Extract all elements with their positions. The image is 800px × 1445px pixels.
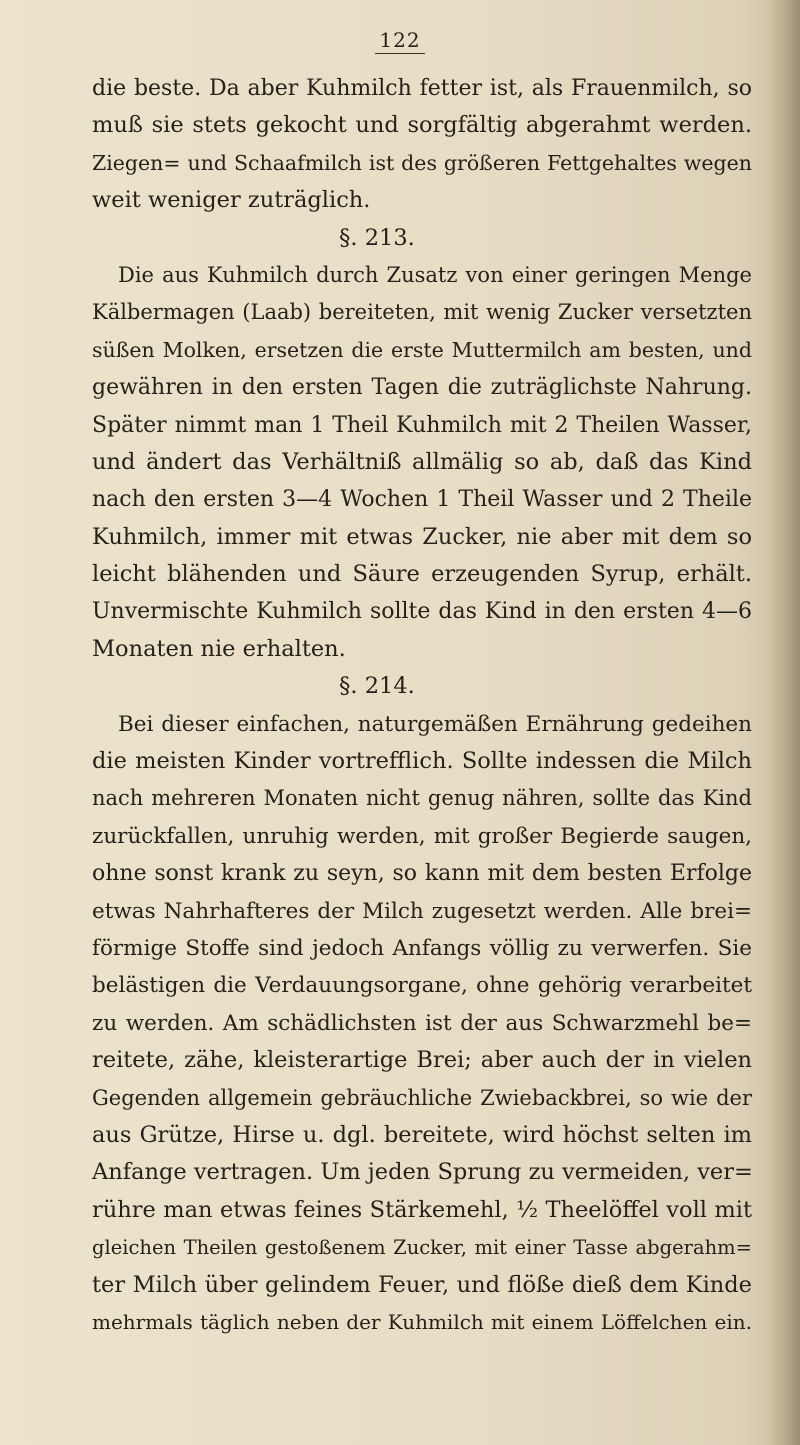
body-text [92,70,752,1341]
text-line: rühre man etwas feines Stärkemehl, ½ Theelöffel voll mit [92,1196,752,1223]
text-line: gewähren in den ersten Tagen die zuträglichste Nahrung. [92,375,752,401]
text-line: die beste. Da aber Kuhmilch fetter ist, als Frauenmilch, so [92,76,752,101]
text-line: etwas Nahrhafteres der Milch zugesetzt werden. Alle brei= [92,898,752,924]
page-number-text: 122 [375,28,424,54]
text-line: nach mehreren Monaten nicht genug nähren, sollte das Kind [92,786,752,811]
text-line: gleichen Theilen gestoßenem Zucker, mit einer Tasse abgerahm= [92,1236,752,1260]
text-line: Ziegen= und Schaafmilch ist des größeren Fettgehaltes wegen [92,150,752,175]
text-line: ter Milch über gelindem Feuer, und flöße dieß dem Kinde [92,1271,752,1298]
page-number [0,28,800,54]
text-line: zu werden. Am schädlichsten ist der aus Schwarzmehl be= [92,1010,752,1036]
text-line: nach den ersten 3—4 Wochen 1 Theil Wasser und 2 Theile [92,487,752,513]
text-line: förmige Stoffe sind jedoch Anfangs völlig zu verwerfen. Sie [92,935,752,961]
text-line: Später nimmt man 1 Theil Kuhmilch mit 2 Theilen Wasser, [92,412,752,438]
text-line: aus Grütze, Hirse u. dgl. bereitete, wird höchst selten im [92,1121,752,1148]
text-line: Unvermischte Kuhmilch sollte das Kind in den ersten 4—6 [92,599,752,625]
text-line: leicht blähenden und Säure erzeugenden Syrup, erhält. [92,561,752,588]
text-line: ohne sonst krank zu seyn, so kann mit dem besten Erfolge [92,861,752,887]
text-line: zurückfallen, unruhig werden, mit großer Begierde saugen, [92,823,752,849]
text-line: belästigen die Verdauungsorgane, ohne gehörig verarbeitet [92,973,752,999]
text-line: Anfange vertragen. Um jeden Sprung zu vermeiden, ver= [92,1159,753,1186]
text-line: Die aus Kuhmilch durch Zusatz von einer geringen Menge [118,262,752,287]
text-line: süßen Molken, ersetzen die erste Muttermilch am besten, und [92,337,752,362]
text-line: muß sie stets gekocht und sorgfältig abgerahmt werden. [92,112,752,139]
text-line: Gegenden allgemein gebräuchliche Zwiebackbrei, so wie der [92,1085,752,1110]
text-line: Kuhmilch, immer mit etwas Zucker, nie aber mit dem so [92,523,752,550]
section-heading-213: §. 213. [339,224,415,251]
text-line: mehrmals täglich neben der Kuhmilch mit einem Löffelchen ein. [92,1309,752,1334]
text-line: Monaten nie erhalten. [92,635,346,662]
text-line: Kälbermagen (Laab) bereiteten, mit wenig Zucker versetzten [92,300,752,325]
section-heading-214: §. 214. [339,673,415,700]
page-edge-shadow [766,0,800,1445]
text-line: und ändert das Verhältniß allmälig so ab, daß das Kind [92,448,752,475]
text-line: reitete, zähe, kleisterartige Brei; aber auch der in vielen [92,1047,752,1074]
text-line: Bei dieser einfachen, naturgemäßen Ernährung gedeihen [118,711,752,737]
text-line: die meisten Kinder vortrefflich. Sollte indessen die Milch [92,748,752,775]
text-line: weit weniger zuträglich. [92,187,371,214]
